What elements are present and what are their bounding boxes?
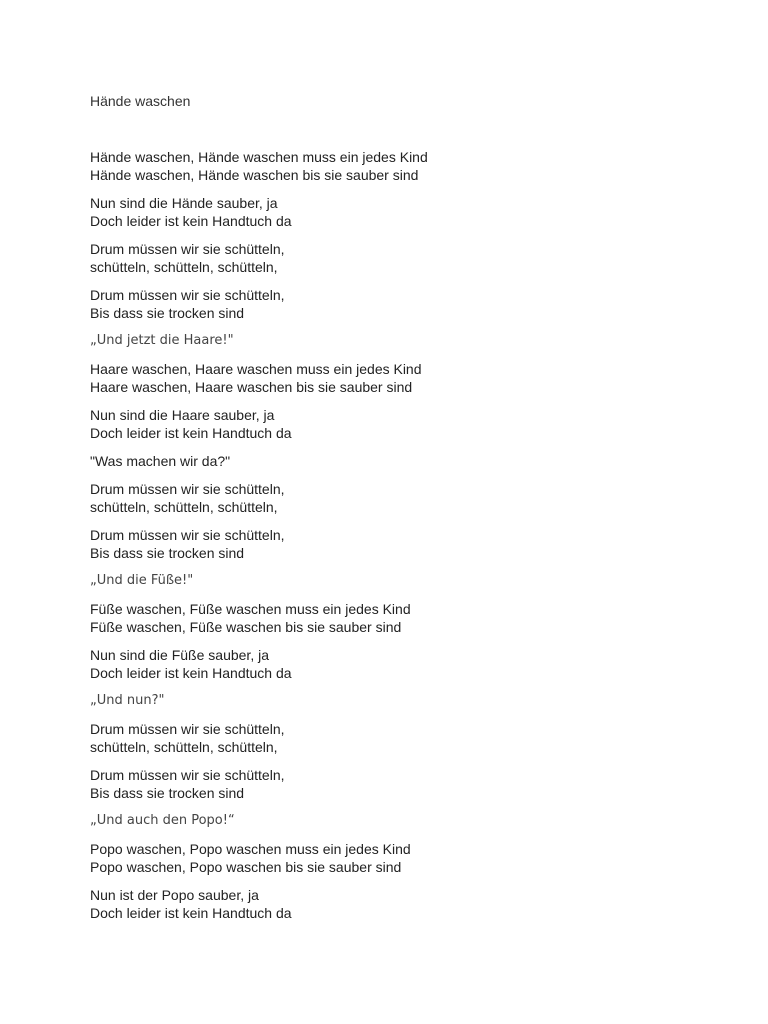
lyric-line: Doch leider ist kein Handtuch da [90, 213, 292, 229]
stanza [90, 526, 730, 562]
lyric-line: Füße waschen, Füße waschen bis sie sauber sind [90, 619, 402, 635]
spoken-interjection: „Und auch den Popo!“ [90, 813, 235, 828]
lyric-line: Drum müssen wir sie schütteln, [90, 481, 285, 497]
lyric-line: schütteln, schütteln, schütteln, [90, 739, 278, 755]
stanza [90, 600, 730, 636]
lyric-line: Haare waschen, Haare waschen bis sie sauber sind [90, 379, 413, 395]
lyric-line: Nun sind die Haare sauber, ja [90, 407, 275, 423]
stanza [90, 766, 730, 802]
lyric-line: Nun sind die Füße sauber, ja [90, 647, 269, 663]
lyric-line: Haare waschen, Haare waschen muss ein jedes Kind [90, 361, 422, 377]
stanza [90, 240, 730, 276]
stanza [90, 840, 730, 876]
stanza [90, 148, 730, 184]
stanza [90, 480, 730, 516]
spoken-interjection: „Und die Füße!" [90, 573, 194, 588]
lyric-line: schütteln, schütteln, schütteln, [90, 259, 278, 275]
lyrics-body [90, 148, 730, 922]
lyric-line: Doch leider ist kein Handtuch da [90, 905, 292, 921]
lyric-line: Hände waschen, Hände waschen bis sie sauber sind [90, 167, 419, 183]
lyric-line: Popo waschen, Popo waschen bis sie sauber sind [90, 859, 402, 875]
lyric-line: Bis dass sie trocken sind [90, 305, 245, 321]
document-page [90, 91, 730, 932]
lyric-line: Drum müssen wir sie schütteln, [90, 767, 285, 783]
stanza [90, 406, 730, 442]
lyric-line: Drum müssen wir sie schütteln, [90, 527, 285, 543]
lyric-line: Nun ist der Popo sauber, ja [90, 887, 259, 903]
lyric-line: Füße waschen, Füße waschen muss ein jedes Kind [90, 601, 411, 617]
lyric-line: Bis dass sie trocken sind [90, 785, 245, 801]
lyric-line: Doch leider ist kein Handtuch da [90, 665, 292, 681]
lyric-line: Drum müssen wir sie schütteln, [90, 287, 285, 303]
spoken-interjection: „Und nun?" [90, 693, 165, 708]
lyric-line: Nun sind die Hände sauber, ja [90, 195, 278, 211]
lyric-line: Bis dass sie trocken sind [90, 545, 245, 561]
stanza [90, 360, 730, 396]
lyric-line: Drum müssen wir sie schütteln, [90, 721, 285, 737]
stanza [90, 720, 730, 756]
stanza [90, 194, 730, 230]
stanza [90, 646, 730, 682]
lyric-line: Popo waschen, Popo waschen muss ein jedes Kind [90, 841, 411, 857]
lyric-line: Hände waschen, Hände waschen muss ein jedes Kind [90, 149, 428, 165]
lyric-line: Doch leider ist kein Handtuch da [90, 425, 292, 441]
lyric-line: Drum müssen wir sie schütteln, [90, 241, 285, 257]
stanza [90, 886, 730, 922]
stanza [90, 286, 730, 322]
lyric-line: schütteln, schütteln, schütteln, [90, 499, 278, 515]
spoken-interjection: „Und jetzt die Haare!" [90, 333, 234, 348]
document-title: Hände waschen [90, 93, 191, 109]
spoken-interjection: "Was machen wir da?" [90, 453, 231, 469]
